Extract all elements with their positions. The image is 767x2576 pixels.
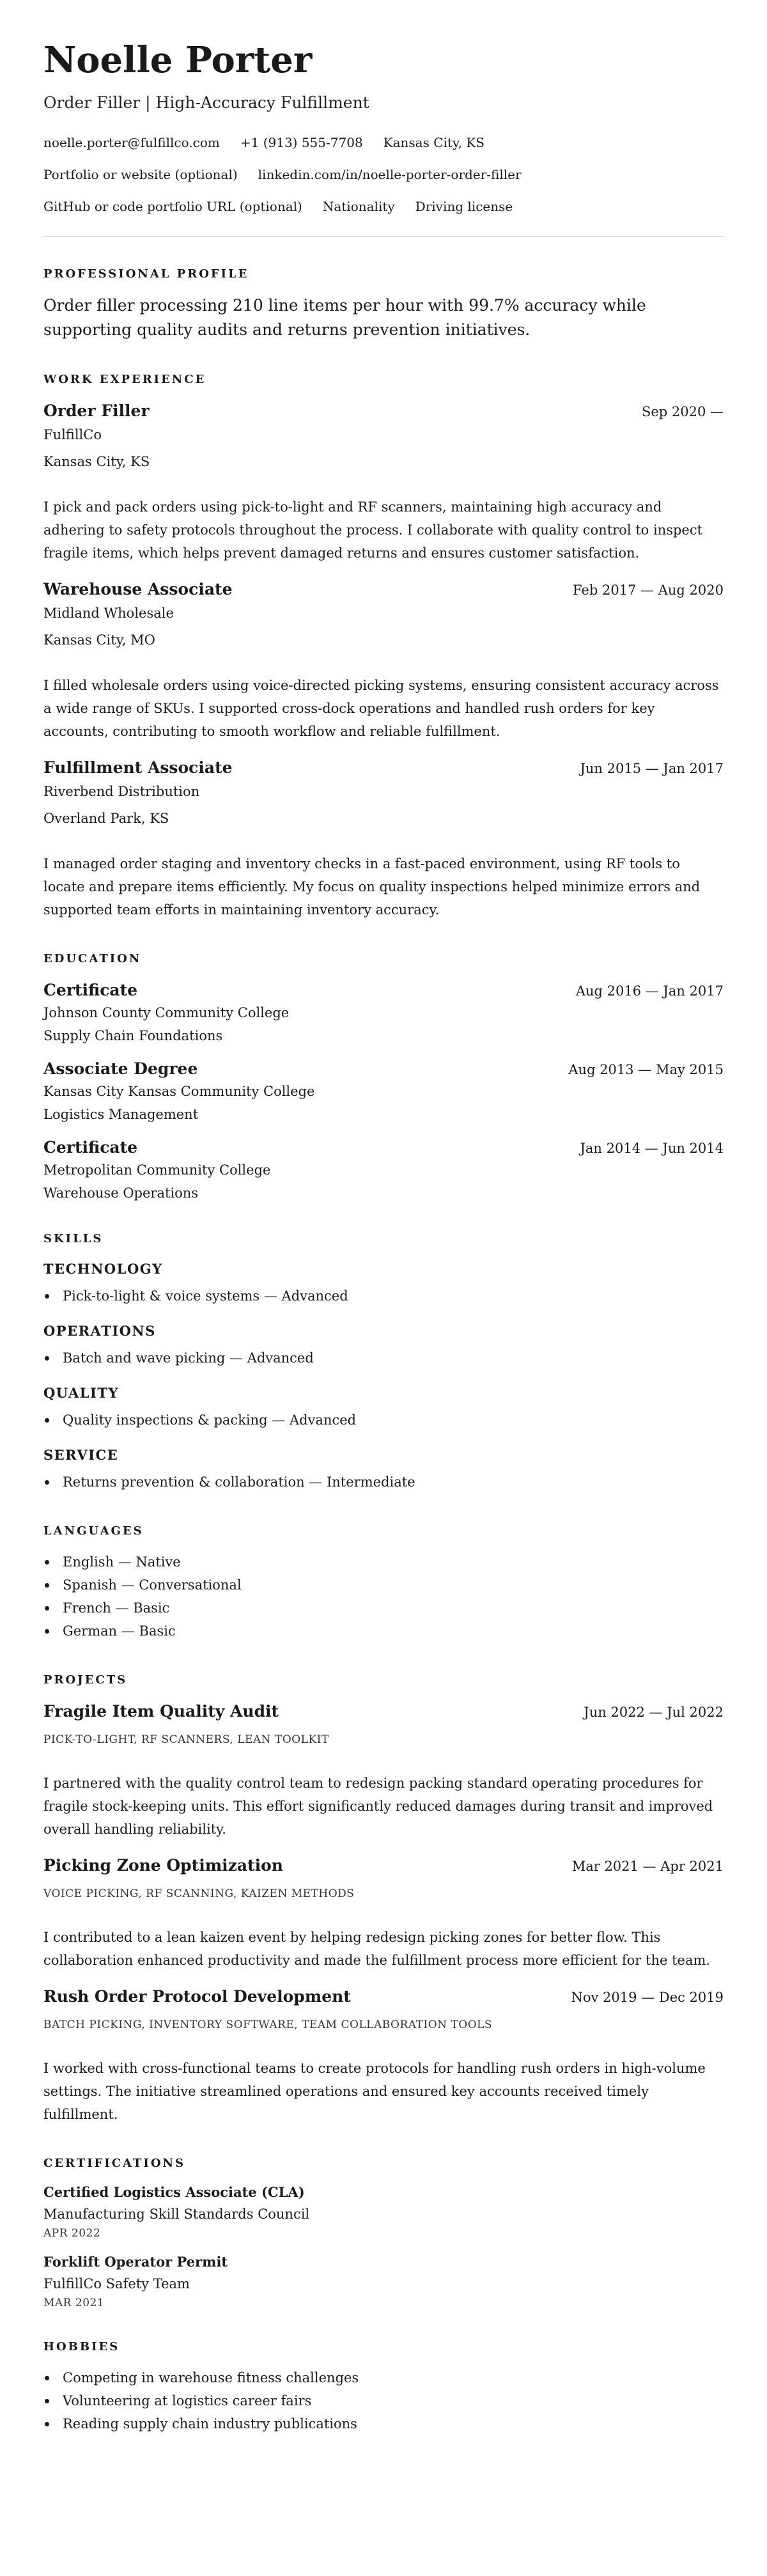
education-degree: Associate Degree	[43, 1059, 198, 1078]
projects-section-title: PROJECTS	[43, 1673, 128, 1687]
contact-location: Kansas City, KS	[383, 135, 484, 150]
contact-driving-license: Driving license	[415, 199, 513, 214]
hobbies-section-title: HOBBIES	[43, 2340, 120, 2354]
hobby-item: Reading supply chain industry publications	[43, 2412, 724, 2435]
skills-section-title: SKILLS	[43, 1232, 104, 1245]
resume-header	[43, 39, 724, 214]
project-entry	[43, 1987, 724, 2126]
language-item: German — Basic	[43, 1620, 724, 1643]
job-location: Kansas City, KS	[43, 454, 150, 469]
languages-section-title: LANGUAGES	[43, 1524, 144, 1538]
job-title: Order Filler	[43, 402, 150, 420]
education-degree: Certificate	[43, 981, 138, 999]
education-degree: Certificate	[43, 1138, 138, 1157]
education-entry	[43, 1138, 724, 1201]
contact-row-extra	[43, 199, 724, 214]
project-dates: Nov 2019 — Dec 2019	[571, 1990, 724, 2005]
education-dates: Aug 2016 — Jan 2017	[575, 983, 724, 999]
hobbies-section	[43, 2340, 724, 2435]
skill-category-technology: TECHNOLOGY	[43, 1261, 163, 1277]
skill-category-operations: OPERATIONS	[43, 1323, 156, 1339]
candidate-name: Noelle Porter	[43, 39, 313, 81]
education-field: Logistics Management	[43, 1107, 199, 1122]
contact-linkedin[interactable]: linkedin.com/in/noelle-porter-order-filler	[258, 167, 522, 182]
profile-summary: Order filler processing 210 line items per hour with 99.7% accuracy while supporting quality audits and returns prevention initiatives.	[43, 296, 646, 339]
education-dates: Jan 2014 — Jun 2014	[580, 1141, 724, 1156]
skill-item: Returns prevention & collaboration — Intermediate	[43, 1471, 724, 1494]
languages-section	[43, 1524, 724, 1643]
education-field: Supply Chain Foundations	[43, 1028, 223, 1043]
candidate-headline: Order Filler | High-Accuracy Fulfillment	[43, 93, 369, 112]
job-title: Warehouse Associate	[43, 580, 233, 598]
job-dates: Jun 2015 — Jan 2017	[580, 761, 724, 776]
contact-row-links	[43, 167, 724, 182]
contact-portfolio[interactable]: Portfolio or website (optional)	[43, 167, 238, 182]
education-school: Johnson County Community College	[43, 1005, 290, 1020]
hobby-item: Volunteering at logistics career fairs	[43, 2389, 724, 2412]
project-entry	[43, 1856, 724, 1972]
job-description: I filled wholesale orders using voice-directed picking systems, ensuring consistent accuracy across a wide range of SKUs. I supported cross-dock operations and handled rush orders for key accounts, contributing to smooth workflow and reliable fulfillment.	[43, 678, 719, 739]
job-description: I managed order staging and inventory checks in a fast-paced environment, using RF tools to locate and prepare items efficiently. My focus on quality inspections helped minimize errors and supported team efforts in maintaining inventory accuracy.	[43, 856, 701, 917]
certification-issuer: Manufacturing Skill Standards Council	[43, 2206, 310, 2222]
job-company: Midland Wholesale	[43, 605, 174, 621]
certification-date: MAR 2021	[43, 2297, 105, 2309]
language-item: French — Basic	[43, 1596, 724, 1620]
certification-name: Certified Logistics Associate (CLA)	[43, 2184, 305, 2200]
project-tech: VOICE PICKING, RF SCANNING, KAIZEN METHODS	[43, 1887, 355, 1900]
project-description: I partnered with the quality control team to redesign packing standard operating procedures for fragile stock-keeping units. This effort significantly reduced damages during transit and improved overall handling reliability.	[43, 1776, 713, 1837]
project-description: I worked with cross-functional teams to create protocols for handling rush orders in high-volume settings. The initiative streamlined operations and ensured key accounts received timely fulfillment.	[43, 2061, 706, 2122]
education-section-title: EDUCATION	[43, 952, 142, 965]
hobby-list	[43, 2366, 724, 2435]
certification-entry	[43, 2184, 724, 2240]
job-company: FulfillCo	[43, 427, 102, 442]
skill-item: Quality inspections & packing — Advanced	[43, 1409, 724, 1432]
projects-section	[43, 1673, 724, 2126]
job-description: I pick and pack orders using pick-to-light and RF scanners, maintaining high accuracy and adhering to safety protocols throughout the process. I collaborate with quality control to inspect fragile items, which helps prevent damaged returns and ensures customer satisfaction.	[43, 499, 703, 561]
certification-name: Forklift Operator Permit	[43, 2254, 228, 2270]
certifications-section-title: CERTIFICATIONS	[43, 2157, 185, 2170]
job-dates: Sep 2020 —	[641, 404, 724, 419]
certifications-section	[43, 2157, 724, 2309]
skill-list	[43, 1409, 724, 1432]
experience-entry	[43, 580, 724, 743]
skill-list	[43, 1284, 724, 1308]
skill-list	[43, 1471, 724, 1494]
language-item: English — Native	[43, 1550, 724, 1573]
project-tech: PICK-TO-LIGHT, RF SCANNERS, LEAN TOOLKIT	[43, 1733, 329, 1746]
education-school: Metropolitan Community College	[43, 1162, 271, 1178]
contact-email[interactable]: noelle.porter@fulfillco.com	[43, 135, 220, 150]
contact-nationality: Nationality	[322, 199, 395, 214]
education-field: Warehouse Operations	[43, 1185, 199, 1201]
certification-date: APR 2022	[43, 2227, 101, 2240]
project-name: Rush Order Protocol Development	[43, 1987, 351, 2006]
skill-item: Batch and wave picking — Advanced	[43, 1347, 724, 1370]
contact-phone[interactable]: +1 (913) 555-7708	[240, 135, 363, 150]
job-title: Fulfillment Associate	[43, 758, 233, 777]
profile-section	[43, 267, 724, 342]
contact-github[interactable]: GitHub or code portfolio URL (optional)	[43, 199, 302, 214]
language-list	[43, 1550, 724, 1643]
skill-category-service: SERVICE	[43, 1447, 119, 1463]
hobby-item: Competing in warehouse fitness challenges	[43, 2366, 724, 2389]
experience-entry	[43, 758, 724, 921]
job-location: Kansas City, MO	[43, 632, 155, 648]
project-dates: Mar 2021 — Apr 2021	[571, 1859, 724, 1874]
skill-category-quality: QUALITY	[43, 1385, 119, 1401]
education-entry	[43, 1059, 724, 1123]
education-entry	[43, 981, 724, 1044]
project-name: Picking Zone Optimization	[43, 1856, 283, 1875]
job-company: Riverbend Distribution	[43, 784, 200, 799]
certification-entry	[43, 2254, 724, 2309]
certification-issuer: FulfillCo Safety Team	[43, 2276, 190, 2291]
profile-section-title: PROFESSIONAL PROFILE	[43, 267, 249, 281]
project-name: Fragile Item Quality Audit	[43, 1702, 279, 1721]
project-entry	[43, 1702, 724, 1841]
project-tech: BATCH PICKING, INVENTORY SOFTWARE, TEAM COLLABORATION TOOLS	[43, 2018, 493, 2031]
project-description: I contributed to a lean kaizen event by helping redesign picking zones for better flow. This collaboration enhanced productivity and made the fulfillment process more efficient for the team.	[43, 1930, 711, 1968]
experience-section	[43, 373, 724, 921]
skill-list	[43, 1347, 724, 1370]
education-school: Kansas City Kansas Community College	[43, 1084, 315, 1099]
experience-entry	[43, 402, 724, 565]
header-divider	[43, 236, 724, 237]
experience-section-title: WORK EXPERIENCE	[43, 373, 206, 386]
job-dates: Feb 2017 — Aug 2020	[572, 582, 724, 598]
education-section	[43, 952, 724, 1201]
contact-row-primary	[43, 135, 724, 150]
education-dates: Aug 2013 — May 2015	[568, 1062, 724, 1077]
skills-section	[43, 1232, 724, 1494]
project-dates: Jun 2022 — Jul 2022	[584, 1705, 724, 1720]
skill-item: Pick-to-light & voice systems — Advanced	[43, 1284, 724, 1308]
job-location: Overland Park, KS	[43, 811, 169, 826]
language-item: Spanish — Conversational	[43, 1573, 724, 1596]
